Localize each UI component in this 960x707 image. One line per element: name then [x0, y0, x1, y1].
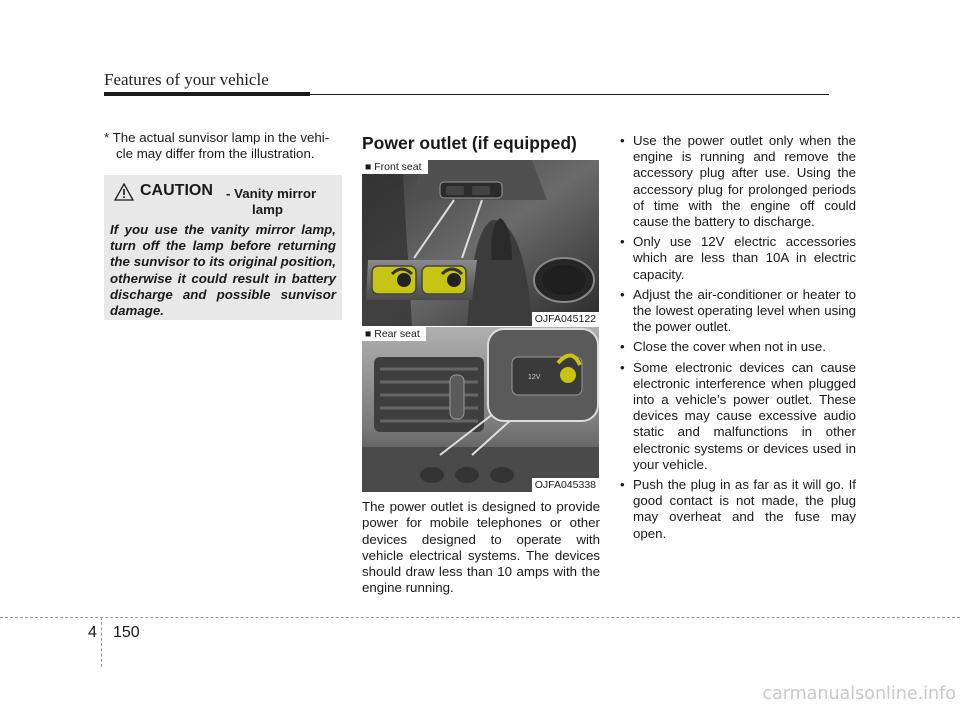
watermark: carmanualsonline.info — [762, 684, 956, 704]
front-seat-illustration — [362, 160, 599, 326]
rear-seat-illustration — [362, 327, 599, 492]
list-item: • Some electronic devices can cause electronic interference when plugged into a vehicle’s power outlet. These devices may cause excessive audio static and malfunctions in other electronic systems or devices used in your vehicle. — [614, 360, 856, 473]
chapter-number: 4 — [88, 624, 97, 641]
list-item: • Use the power outlet only when the engine is running and remove the accessory plug after use. Using the accessory plug for prolonged periods of time with the engine off could cause the battery to discharge. — [614, 133, 856, 230]
svg-text:12V: 12V — [528, 374, 541, 381]
warning-triangle-icon — [114, 183, 134, 201]
caution-label: CAUTION — [140, 182, 213, 199]
caution-subtitle-cont: lamp — [252, 202, 284, 217]
rear-seat-outlet-photo — [362, 327, 599, 492]
note-line-1: * The actual sunvisor lamp in the vehi- — [104, 130, 330, 145]
caution-subtitle: - Vanity mirror — [226, 186, 317, 201]
header-rule-line — [310, 94, 829, 95]
figure-code: OJFA045338 — [532, 478, 599, 492]
caution-text: If you use the vanity mirror lamp, turn off the lamp before returning the sunvisor to its original position, otherwise it could result in battery discharge and possible sunvisor damage. — [110, 222, 336, 319]
list-item: • Push the plug in as far as it will go. If good contact is not made, the plug may overheat and the fuse may open. — [614, 477, 856, 542]
note-line-2: cle may differ from the illustration. — [116, 146, 315, 161]
description-text: The power outlet is designed to provide power for mobile telephones or other devices designed to operate with vehicle electrical systems. The devices should draw less than 10 amps with the engine running. — [362, 499, 600, 596]
front-seat-label: ■ Front seat — [362, 160, 428, 174]
page-number: 150 — [113, 624, 140, 641]
list-item: • Only use 12V electric accessories which are less than 10A in electric capacity. — [614, 234, 856, 283]
usage-notes-list — [614, 133, 856, 546]
front-seat-outlet-photo — [362, 160, 599, 326]
list-item: • Close the cover when not in use. — [614, 339, 856, 355]
header-title: Features of your vehicle — [104, 70, 269, 89]
rear-seat-label: ■ Rear seat — [362, 327, 426, 341]
list-item: • Adjust the air-conditioner or heater to the lowest operating level when using the power outlet. — [614, 287, 856, 336]
footer-divider — [0, 617, 960, 619]
illustration-note — [104, 130, 344, 162]
figure-code: OJFA045122 — [532, 312, 599, 326]
footer-separator — [101, 617, 102, 667]
header-rule — [104, 92, 310, 96]
section-title: Power outlet (if equipped) — [362, 133, 577, 153]
